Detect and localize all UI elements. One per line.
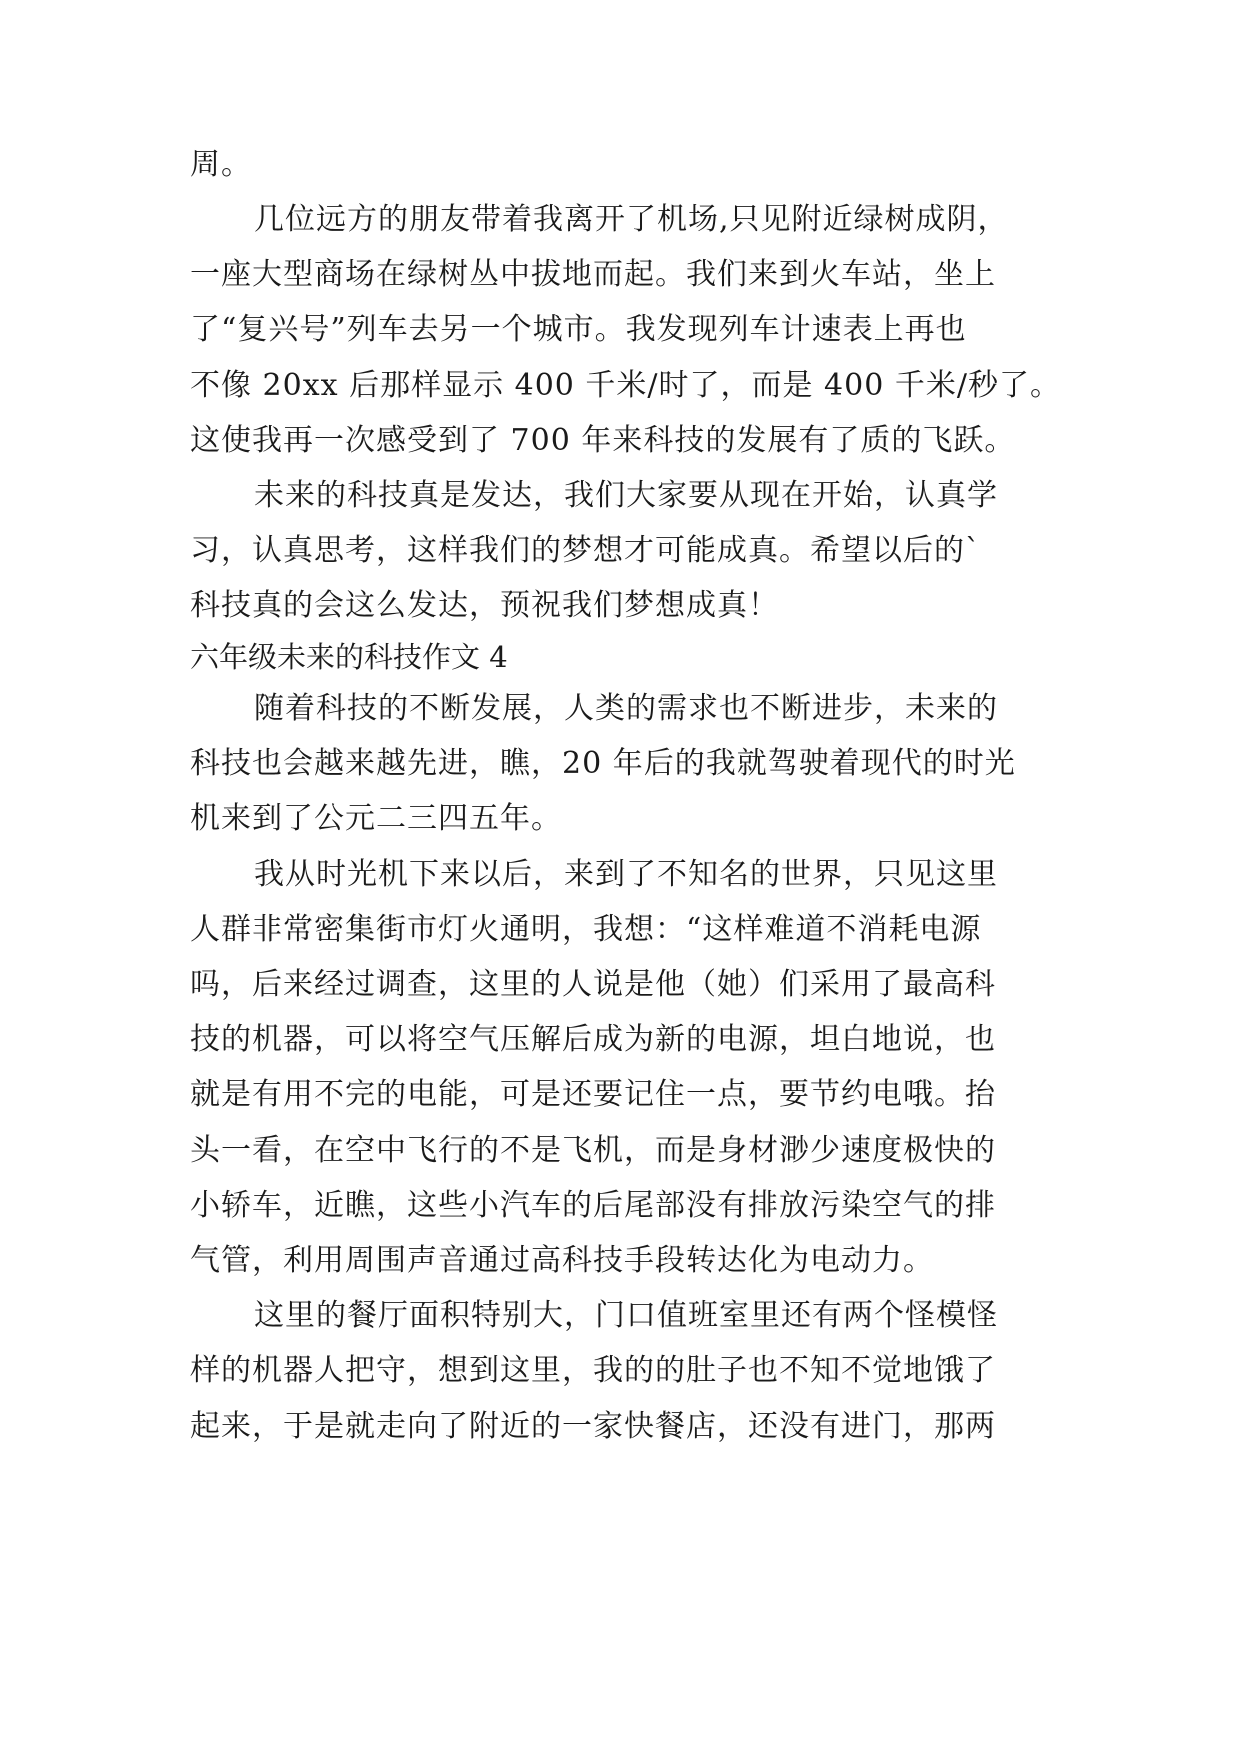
text-line: 气管，利用周围声音通过高科技手段转达化为电动力。 xyxy=(190,1243,934,1278)
paragraph-start-line: 随着科技的不断发展，人类的需求也不断进步，未来的 xyxy=(254,691,998,726)
text-line: 人群非常密集街市灯火通明，我想：“这样难道不消耗电源 xyxy=(190,912,982,947)
text-line: 就是有用不完的电能，可是还要记住一点，要节约电哦。抬 xyxy=(190,1077,996,1112)
text-line: 技的机器，可以将空气压解后成为新的电源，坦白地说，也 xyxy=(190,1022,996,1057)
text-line: 小轿车，近瞧，这些小汽车的后尾部没有排放污染空气的排 xyxy=(190,1188,996,1223)
text-line: 科技真的会这么发达，预祝我们梦想成真！ xyxy=(190,588,779,623)
text-line: 周。 xyxy=(190,147,252,182)
paragraph-start-line: 未来的科技真是发达，我们大家要从现在开始，认真学 xyxy=(254,478,998,513)
text-line: 不像 20xx 后那样显示 400 千米/时了，而是 400 千米/秒了。 xyxy=(190,368,1061,403)
text-line: 吗，后来经过调查，这里的人说是他（她）们采用了最高科 xyxy=(190,967,996,1002)
section-heading: 六年级未来的科技作文 4 xyxy=(190,640,508,674)
text-line: 习，认真思考，这样我们的梦想才可能成真。希望以后的` xyxy=(190,533,981,568)
text-line: 这使我再一次感受到了 700 年来科技的发展有了质的飞跃。 xyxy=(190,423,1016,458)
text-line: 一座大型商场在绿树丛中拔地而起。我们来到火车站，坐上 xyxy=(190,257,996,292)
text-line: 样的机器人把守，想到这里，我的的肚子也不知不觉地饿了 xyxy=(190,1353,996,1388)
paragraph-start-line: 我从时光机下来以后，来到了不知名的世界，只见这里 xyxy=(254,857,998,892)
text-line: 头一看，在空中飞行的不是飞机，而是身材渺少速度极快的 xyxy=(190,1133,996,1168)
paragraph-start-line: 这里的餐厅面积特别大，门口值班室里还有两个怪模怪 xyxy=(254,1298,998,1333)
text-line: 了“复兴号”列车去另一个城市。我发现列车计速表上再也 xyxy=(190,312,967,347)
text-line: 起来，于是就走向了附近的一家快餐店，还没有进门，那两 xyxy=(190,1409,996,1444)
paragraph-start-line: 几位远方的朋友带着我离开了机场,只见附近绿树成阴， xyxy=(254,202,1009,237)
text-line: 科技也会越来越先进，瞧，20 年后的我就驾驶着现代的时光 xyxy=(190,746,1016,781)
text-line: 机来到了公元二三四五年。 xyxy=(190,801,562,836)
